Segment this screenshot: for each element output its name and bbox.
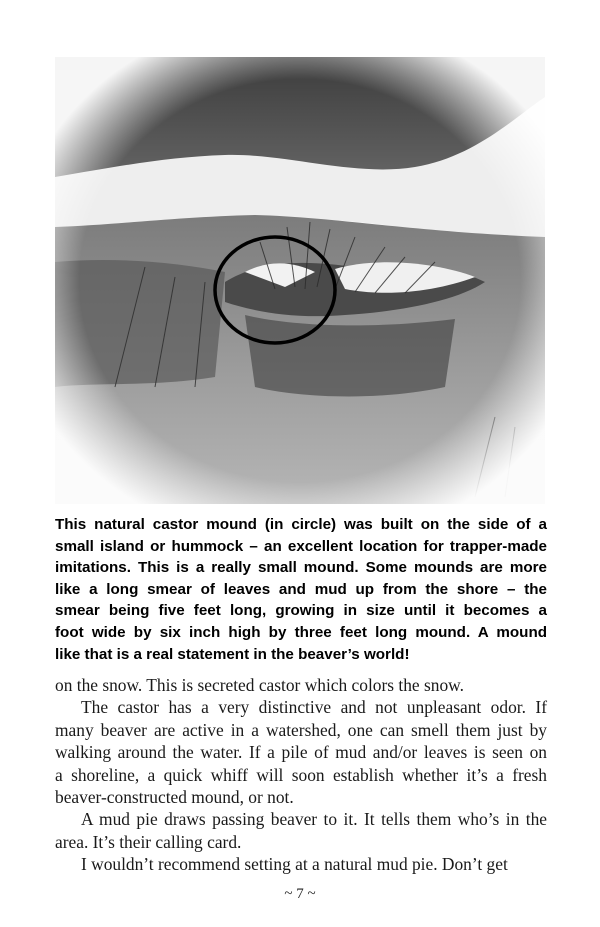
castor-mound-photo: [55, 57, 545, 504]
caption-line: smear being five feet long, growing in size until it becomes a: [55, 602, 547, 620]
body-line: The castor has a very distinctive and not unpleasant odor. If: [81, 697, 547, 718]
body-line: area. It’s their calling card.: [55, 831, 242, 852]
caption-line: imitations. This is a really small mound. Some mounds are more: [55, 559, 547, 577]
caption-line: small island or hummock – an excellent location for trapper-made: [55, 537, 547, 555]
caption-line: foot wide by six inch high by three feet long mound. A mound: [55, 623, 547, 641]
body-text: [55, 674, 547, 876]
body-line: a shoreline, a quick whiff will soon establish whether it’s a fresh: [55, 764, 547, 785]
body-line: many beaver are active in a watershed, one can smell them just by: [55, 719, 547, 740]
caption-line: This natural castor mound (in circle) was built on the side of a: [55, 516, 547, 533]
body-line: I wouldn’t recommend setting at a natural mud pie. Don’t get: [81, 854, 508, 875]
caption-line: like a long smear of leaves and mud up from the shore – the: [55, 580, 547, 598]
body-line: walking around the water. If a pile of mud and/or leaves is seen on: [55, 742, 547, 763]
caption-line: like that is a real statement in the beaver’s world!: [55, 645, 410, 663]
page-number: ~ 7 ~: [284, 886, 316, 902]
photo-caption: [55, 514, 547, 665]
body-line: beaver-constructed mound, or not.: [55, 787, 294, 808]
body-line: A mud pie draws passing beaver to it. It tells them who’s in the: [81, 809, 547, 830]
body-line: on the snow. This is secreted castor which colors the snow.: [55, 675, 464, 695]
